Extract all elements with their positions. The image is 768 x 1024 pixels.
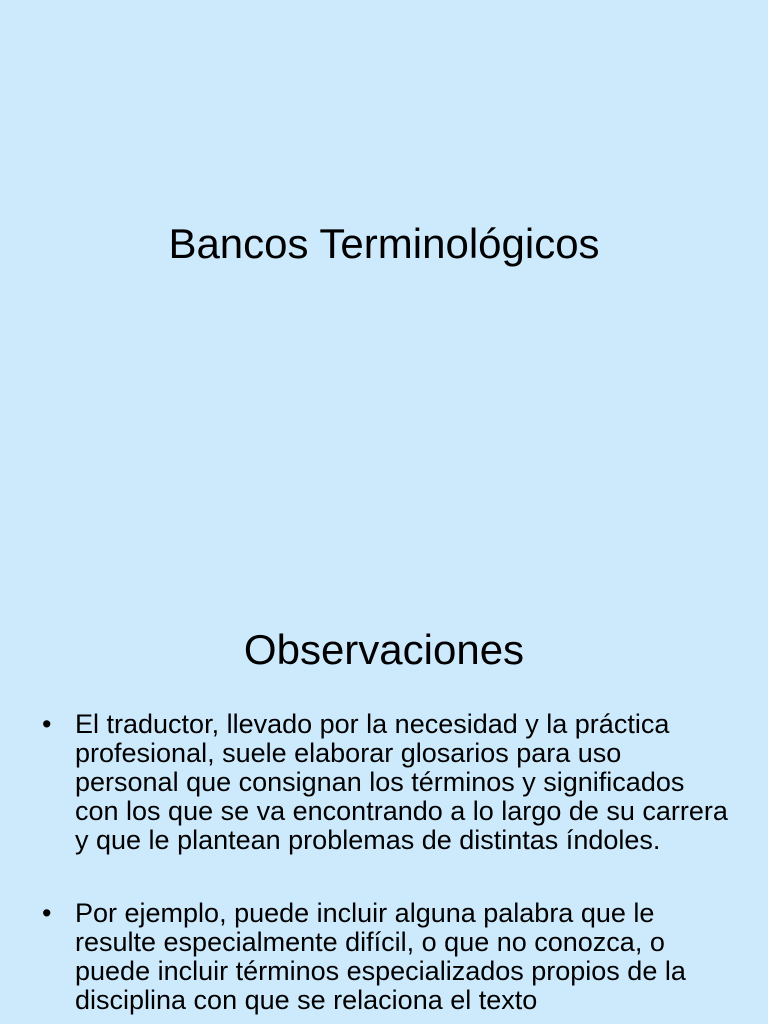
bullet-text: El traductor, llevado por la necesidad y la práctica profesional, suele elaborar glosarios para uso personal que consignan los términos y significados con los que se va encontrando a lo largo de su carrera y que le plantean problemas de distintas índoles. <box>75 709 728 855</box>
bullet-icon: • <box>42 709 52 739</box>
bullet-list <box>0 710 768 1024</box>
bullet-icon: • <box>42 898 52 928</box>
bullet-text: Por ejemplo, puede incluir alguna palabra que le resulte especialmente difícil, o que no conozca, o puede incluir términos especializados propios de la disciplina con que se relaciona el texto <box>75 898 686 1015</box>
observaciones-heading: Observaciones <box>243 626 525 673</box>
slide-title-heading: Bancos Terminológicos <box>168 220 600 267</box>
bullet-item <box>0 710 768 855</box>
bullet-item <box>0 899 768 1015</box>
slide-observaciones <box>0 584 768 1024</box>
